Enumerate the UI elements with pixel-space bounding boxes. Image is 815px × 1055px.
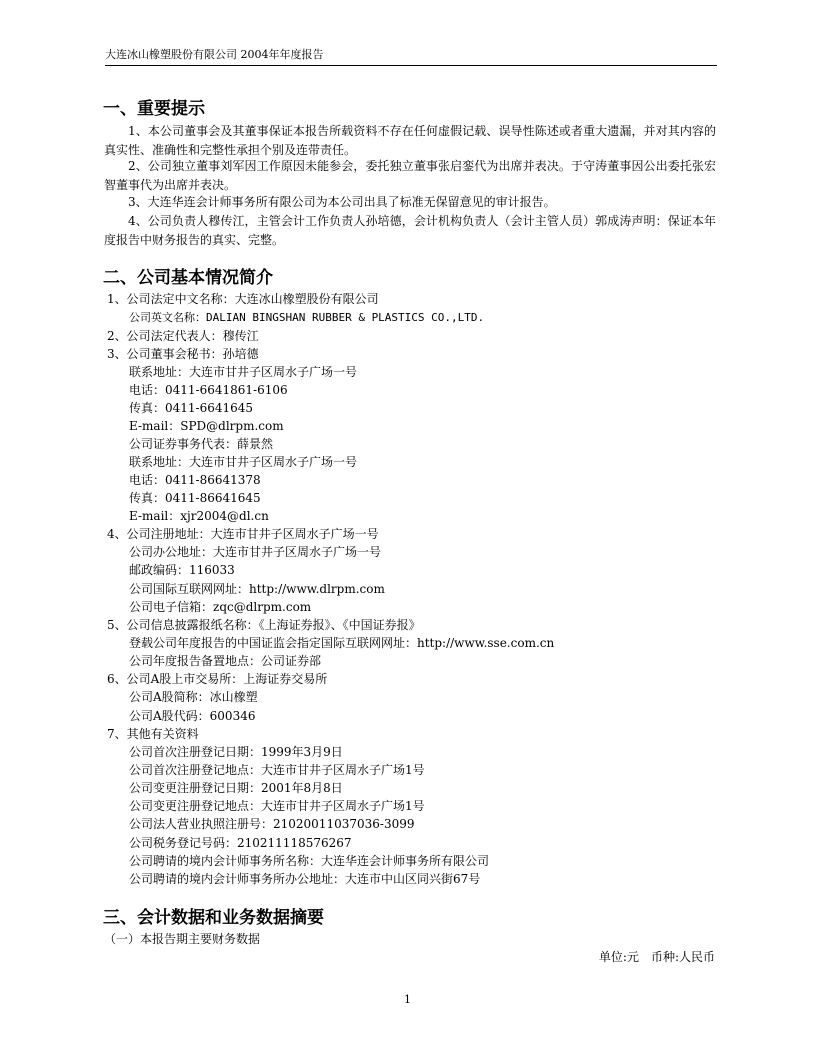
profile-line: 公司办公地址：大连市甘井子区周水子广场一号 xyxy=(129,545,382,559)
notice-paragraph: 4、公司负责人穆传江，主管会计工作负责人孙培德，会计机构负责人（会计主管人员）郭成涛声明：保证本年度报告中财务报告的真实、完整。 xyxy=(104,214,716,247)
profile-line: 公司证券事务代表：薛景然 xyxy=(129,437,274,451)
section-subtitle: （一）本报告期主要财务数据 xyxy=(104,932,261,946)
profile-line: 公司法人营业执照注册号：21020011037036-3099 xyxy=(129,817,415,831)
profile-line: 公司A股代码：600346 xyxy=(129,709,256,723)
profile-line: 公司聘请的境内会计师事务所名称：大连华连会计师事务所有限公司 xyxy=(129,854,490,868)
profile-line: 3、公司董事会秘书：孙培德 xyxy=(107,347,259,361)
section-title-company-profile: 二、公司基本情况简介 xyxy=(103,268,273,288)
profile-line: 联系地址：大连市甘井子区周水子广场一号 xyxy=(129,365,358,379)
profile-line: E-mail：xjr2004@dl.cn xyxy=(129,509,269,523)
profile-line: 2、公司法定代表人：穆传江 xyxy=(107,329,259,343)
profile-line: 登载公司年度报告的中国证监会指定国际互联网网址：http://www.sse.com.cn xyxy=(129,636,555,650)
profile-line: 公司税务登记号码：210211118576267 xyxy=(129,836,352,850)
profile-line: 公司国际互联网网址：http://www.dlrpm.com xyxy=(129,582,385,596)
profile-line: 公司英文名称：DALIAN BINGSHAN RUBBER & PLASTICS CO.,LTD. xyxy=(129,311,485,324)
section-title-financial-summary: 三、会计数据和业务数据摘要 xyxy=(103,908,324,928)
profile-line: 公司年度报告备置地点：公司证券部 xyxy=(129,654,322,668)
profile-line: 邮政编码：116033 xyxy=(129,563,235,577)
notice-paragraph: 1、本公司董事会及其董事保证本报告所载资料不存在任何虚假记载、误导性陈述或者重大遗漏，并对其内容的真实性、准确性和完整性承担个别及连带责任。 xyxy=(104,124,716,157)
profile-line: 联系地址：大连市甘井子区周水子广场一号 xyxy=(129,455,358,469)
profile-line: 公司变更注册登记地点：大连市甘井子区周水子广场1号 xyxy=(129,799,425,813)
profile-line: 5、公司信息披露报纸名称：《上海证券报》、《中国证券报》 xyxy=(107,618,421,632)
profile-line: 公司A股简称：冰山橡塑 xyxy=(129,690,258,704)
profile-line: 4、公司注册地址：大连市甘井子区周水子广场一号 xyxy=(107,527,379,541)
notice-paragraph: 3、大连华连会计师事务所有限公司为本公司出具了标准无保留意见的审计报告。 xyxy=(128,195,556,209)
profile-line: 传真：0411-6641645 xyxy=(129,401,254,415)
profile-line: 1、公司法定中文名称：大连冰山橡塑股份有限公司 xyxy=(107,292,379,306)
profile-line: E-mail：SPD@dlrpm.com xyxy=(129,419,284,433)
profile-line: 公司首次注册登记日期：1999年3月9日 xyxy=(129,745,343,759)
profile-line: 公司电子信箱：zqc@dlrpm.com xyxy=(129,600,312,614)
profile-line: 6、公司A股上市交易所：上海证券交易所 xyxy=(107,672,328,686)
page-number: 1 xyxy=(404,993,411,1006)
profile-line: 传真：0411-86641645 xyxy=(129,491,261,505)
profile-line: 公司首次注册登记地点：大连市甘井子区周水子广场1号 xyxy=(129,763,425,777)
page-header: 大连冰山橡塑股份有限公司 2004年年度报告 xyxy=(105,47,717,66)
profile-line: 电话：0411-6641861-6106 xyxy=(129,383,288,397)
notice-paragraph: 2、公司独立董事刘军因工作原因未能参会，委托独立董事张启銮代为出席并表决。于守涛董事因公出委托张宏智董事代为出席并表决。 xyxy=(104,159,716,192)
profile-line: 7、其他有关资料 xyxy=(107,727,199,741)
currency-unit-note: 单位:元 币种:人民币 xyxy=(598,950,715,964)
section-title-important-notice: 一、重要提示 xyxy=(103,99,205,119)
profile-line: 公司变更注册登记日期：2001年8月8日 xyxy=(129,781,343,795)
profile-line: 电话：0411-86641378 xyxy=(129,473,261,487)
profile-line: 公司聘请的境内会计师事务所办公地址：大连市中山区同兴街67号 xyxy=(129,872,481,886)
